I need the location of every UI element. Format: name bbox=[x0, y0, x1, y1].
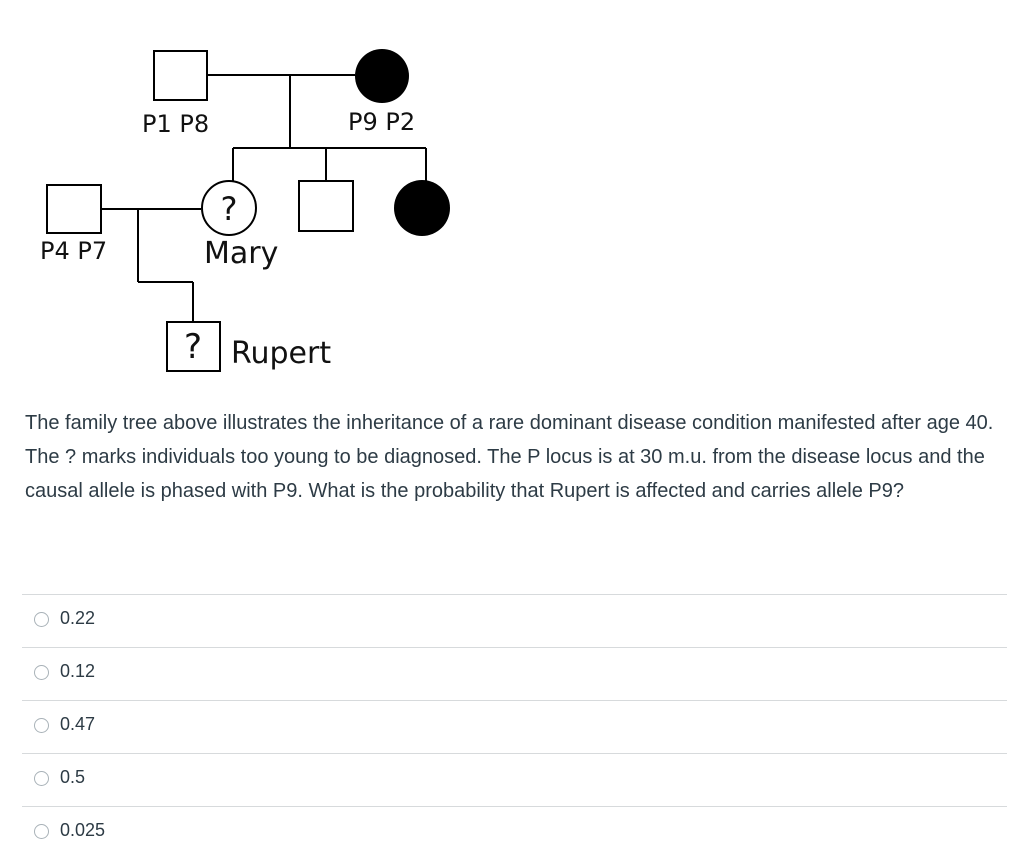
answer-option[interactable] bbox=[22, 594, 1007, 647]
radio-button[interactable] bbox=[34, 612, 49, 627]
answer-option[interactable] bbox=[22, 806, 1007, 859]
individual-p4p7-male bbox=[47, 185, 101, 233]
answer-label: 0.22 bbox=[60, 608, 96, 628]
label-p4p7: P4 P7 bbox=[40, 237, 108, 265]
answer-label: 0.025 bbox=[60, 820, 106, 840]
answer-label: 0.47 bbox=[60, 714, 96, 734]
label-p9p2: P9 P2 bbox=[348, 108, 416, 136]
individual-p1p8-male bbox=[154, 51, 207, 100]
individual-p9p2-affected-female bbox=[355, 49, 409, 103]
answer-label: 0.12 bbox=[60, 661, 96, 681]
label-p1p8: P1 P8 bbox=[142, 110, 210, 138]
question-text: The family tree above illustrates the inheritance of a rare dominant disease condition manifested after age 40. The ? marks individuals too young to be diagnosed. The P locus is at 30 m.u. from the disease locus and the causal allele is phased with P9. What is the probability that Rupert is affected and carries allele P9? bbox=[25, 412, 994, 502]
radio-button[interactable] bbox=[34, 771, 49, 786]
label-mary: Mary bbox=[204, 236, 279, 271]
individual-sibling-affected-female bbox=[394, 180, 450, 236]
radio-button[interactable] bbox=[34, 718, 49, 733]
mary-question-mark: ? bbox=[220, 190, 238, 228]
rupert-question-mark: ? bbox=[183, 327, 203, 367]
pedigree-chart bbox=[0, 0, 520, 390]
answer-option[interactable] bbox=[22, 700, 1007, 753]
answer-option[interactable] bbox=[22, 647, 1007, 700]
radio-button[interactable] bbox=[34, 665, 49, 680]
answer-options bbox=[22, 594, 1007, 859]
answer-option[interactable] bbox=[22, 753, 1007, 806]
answer-label: 0.5 bbox=[60, 767, 86, 787]
label-rupert: Rupert bbox=[231, 336, 332, 371]
radio-button[interactable] bbox=[34, 824, 49, 839]
individual-sibling-male bbox=[299, 181, 353, 231]
